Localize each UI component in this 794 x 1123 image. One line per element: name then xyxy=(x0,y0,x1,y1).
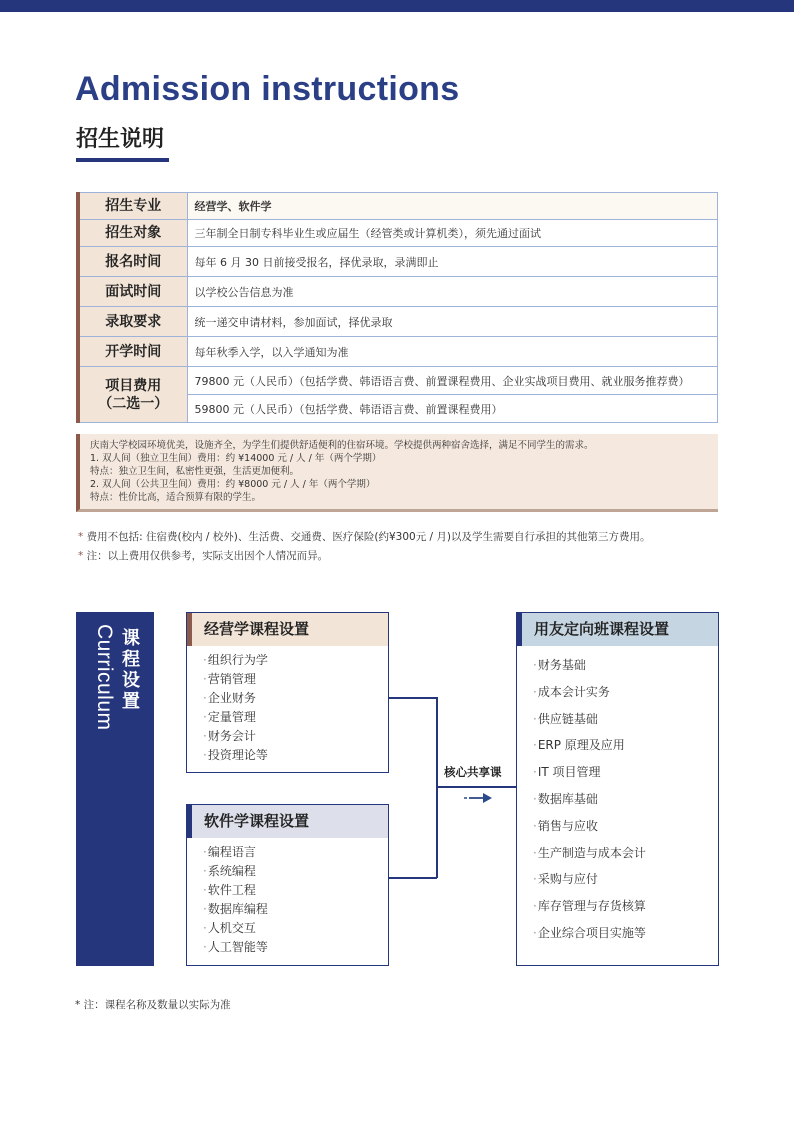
row-value: 每年秋季入学，以入学通知为准 xyxy=(187,337,718,367)
list-item: · 编程语言 xyxy=(203,843,388,862)
list-item: · 人机交互 xyxy=(203,919,388,938)
connector-line xyxy=(389,697,437,699)
page-title-chinese: 招生说明 xyxy=(76,127,165,152)
software-course-box xyxy=(186,804,389,966)
row-key: 录取要求 xyxy=(78,307,187,337)
fee-note xyxy=(78,529,651,544)
connector-line xyxy=(437,786,517,788)
list-item: · 软件工程 xyxy=(203,881,388,900)
list-item: · 采购与应付 xyxy=(533,866,718,893)
accommodation-box xyxy=(76,434,718,512)
software-course-title: 软件学课程设置 xyxy=(187,805,388,838)
list-item: · 组织行为学 xyxy=(203,651,388,670)
note-star: * xyxy=(78,531,84,543)
list-item: · 财务会计 xyxy=(203,727,388,746)
business-course-title: 经营学课程设置 xyxy=(187,613,388,646)
yonyou-course-list xyxy=(517,646,718,947)
list-item: · 成本会计实务 xyxy=(533,679,718,706)
row-key: 招生对象 xyxy=(78,220,187,247)
list-item: · IT 项目管理 xyxy=(533,759,718,786)
yonyou-course-title: 用友定向班课程设置 xyxy=(517,613,718,646)
row-value: 以学校公告信息为准 xyxy=(187,277,718,307)
accommodation-line: 特点：性价比高，适合预算有限的学生。 xyxy=(90,492,262,503)
row-value: 统一递交申请材料，参加面试，择优录取 xyxy=(187,307,718,337)
table-row xyxy=(78,220,718,247)
shared-course-label: 核心共享课 xyxy=(444,765,502,779)
list-item: · 数据库基础 xyxy=(533,786,718,813)
list-item: · 投资理论等 xyxy=(203,746,388,765)
list-item: · 生产制造与成本会计 xyxy=(533,840,718,867)
business-course-box xyxy=(186,612,389,773)
list-item: · 数据库编程 xyxy=(203,900,388,919)
table-row xyxy=(78,193,718,220)
note-text: 费用不包括: 住宿费(校内 / 校外)、生活费、交通费、医疗保险(约¥300元 / 月)以及学生需要自行承担的其他第三方费用。 xyxy=(86,531,651,543)
row-value: 79800 元（人民币）（包括学费、韩语语言费、前置课程费用、企业实战项目费用、就业服务推荐费） xyxy=(187,367,718,395)
connector-line xyxy=(436,697,438,878)
page-title-english: Admission instructions xyxy=(75,70,460,108)
accommodation-line: 2. 双人间（公共卫生间）费用：约 ¥8000 元 / 人 / 年（两个学期） xyxy=(90,479,376,490)
list-item: · 营销管理 xyxy=(203,670,388,689)
accommodation-line: 1. 双人间（独立卫生间）费用：约 ¥14000 元 / 人 / 年（两个学期） xyxy=(90,453,382,464)
curriculum-footnote: * 注：课程名称及数量以实际为准 xyxy=(75,999,231,1011)
curriculum-side-panel xyxy=(76,612,154,966)
accommodation-line: 庆南大学校园环境优美，设施齐全，为学生们提供舒适便利的住宿环境。学校提供两种宿舍选择，满足不同学生的需求。 xyxy=(90,440,594,451)
table-row xyxy=(78,367,718,395)
list-item: · 库存管理与存货核算 xyxy=(533,893,718,920)
row-key: 项目费用 （二选一） xyxy=(78,367,187,423)
list-item: · ERP 原理及应用 xyxy=(533,732,718,759)
accommodation-line: 特点：独立卫生间，私密性更强，生活更加便利。 xyxy=(90,466,300,477)
table-row xyxy=(78,247,718,277)
row-key: 招生专业 xyxy=(78,193,187,220)
row-key: 面试时间 xyxy=(78,277,187,307)
list-item: · 供应链基础 xyxy=(533,706,718,733)
row-key: 开学时间 xyxy=(78,337,187,367)
table-row xyxy=(78,307,718,337)
list-item: · 定量管理 xyxy=(203,708,388,727)
row-key: 报名时间 xyxy=(78,247,187,277)
list-item: · 系统编程 xyxy=(203,862,388,881)
note-text: 注：以上费用仅供参考，实际支出因个人情况而异。 xyxy=(86,550,329,562)
curriculum-title-english: Curriculum xyxy=(93,624,116,731)
list-item: · 企业财务 xyxy=(203,689,388,708)
list-item: · 企业综合项目实施等 xyxy=(533,920,718,947)
top-accent-bar xyxy=(0,0,794,12)
title-underline xyxy=(76,158,169,162)
arrow-right-icon xyxy=(463,791,493,805)
row-value: 59800 元（人民币）（包括学费、韩语语言费、前置课程费用） xyxy=(187,395,718,423)
yonyou-course-box xyxy=(516,612,719,966)
business-course-list xyxy=(187,646,388,765)
table-row xyxy=(78,337,718,367)
row-value: 三年制全日制专科毕业生或应届生（经管类或计算机类），须先通过面试 xyxy=(187,220,718,247)
admission-table xyxy=(76,192,718,423)
software-course-list xyxy=(187,838,388,957)
connector-line xyxy=(389,877,437,879)
list-item: · 人工智能等 xyxy=(203,938,388,957)
table-row xyxy=(78,277,718,307)
list-item: · 财务基础 xyxy=(533,652,718,679)
row-value: 经营学、软件学 xyxy=(187,193,718,220)
row-value: 每年 6 月 30 日前接受报名，择优录取，录满即止 xyxy=(187,247,718,277)
curriculum-title-chinese: 课程设置 xyxy=(122,628,140,712)
note-star: * xyxy=(78,550,84,562)
list-item: · 销售与应收 xyxy=(533,813,718,840)
fee-note xyxy=(78,548,328,563)
